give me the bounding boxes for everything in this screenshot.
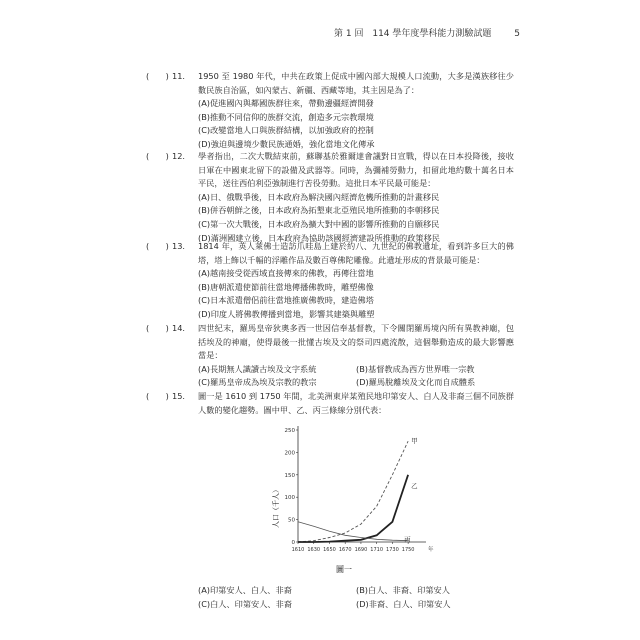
- question-11: [146, 70, 514, 152]
- page-number: 5: [514, 29, 520, 39]
- option-a: (A)印第安人、白人、非裔: [198, 585, 292, 595]
- x-tick-label: 1690: [354, 547, 368, 553]
- x-tick-label: 1750: [401, 547, 415, 553]
- question-number: 15.: [172, 391, 186, 401]
- question-stem: 圖一是 1610 到 1750 年間，北美洲東岸某殖民地印第安人、白人及非裔三個不同族群人數的變化趨勢。圖中甲、乙、丙三條線分別代表：: [198, 391, 514, 415]
- option-d: (D)羅馬脫離埃及文化而自成體系: [356, 377, 476, 388]
- answer-blank[interactable]: ( ): [146, 241, 169, 251]
- question-15: [146, 390, 514, 417]
- y-tick-label: 0: [291, 540, 295, 546]
- question-number: 12.: [172, 151, 186, 161]
- x-tick-label: 1650: [323, 547, 336, 553]
- option-b: (B)白人、非裔、印第安人: [356, 585, 450, 595]
- series-label-1: 乙: [411, 482, 418, 491]
- exam-title: 114 學年度學科能力測驗試題: [372, 29, 492, 39]
- option-b: (B)唐朝派遣使節前往當地傳播佛教時，雕塑佛像: [198, 281, 374, 292]
- y-tick-label: 250: [284, 428, 295, 434]
- series-line-2: [298, 522, 408, 541]
- option-a: (A)長期無人識讀古埃及文字系統: [198, 363, 317, 374]
- y-tick-label: 150: [284, 472, 295, 479]
- question-13: [146, 240, 514, 322]
- question-stem: 1814 年，英人萊佛士造訪爪哇島上建於約八、九世紀的佛教遺址，看到許多巨大的佛塔，塔上飾以千幅的浮雕作品及數百尊佛陀雕像。此遺址形成的背景最可能是：: [198, 241, 514, 265]
- y-tick-label: 200: [284, 450, 295, 457]
- y-tick-label: 50: [288, 517, 295, 524]
- question-number: 11.: [172, 71, 186, 81]
- options-grid: [198, 584, 514, 611]
- chart-caption: 圖一: [336, 565, 352, 574]
- answer-blank[interactable]: ( ): [146, 71, 169, 81]
- page-header: [328, 26, 520, 39]
- option-b: (B)併吞朝鮮之後，日本政府為拓墾東北亞殖民地所推動的李朝移民: [198, 205, 440, 216]
- question-15-options: [146, 584, 514, 611]
- option-c: (C)羅馬皇帝成為埃及宗教的教宗: [198, 377, 317, 388]
- option-d: (D)非裔、白人、印第安人: [356, 598, 451, 609]
- y-tick-label: 100: [284, 495, 295, 502]
- question-number: 14.: [172, 323, 186, 333]
- round-label: 第 1 回: [334, 29, 364, 39]
- question-12: [146, 150, 514, 245]
- option-a: (A)促進國內與鄰國族群往來，帶動邊疆經濟開發: [198, 98, 374, 109]
- question-number: 13.: [172, 241, 186, 251]
- option-a: (A)日、俄戰爭後，日本政府為解決國內經濟危機所推動的計畫移民: [198, 191, 440, 202]
- question-14: [146, 322, 514, 390]
- question-stem: 學者指出，二次大戰結束前，蘇聯基於雅爾達會議對日宣戰，得以在日本投降後，接收日軍在中國東北留下的設備及武器等。同時，為彌補勞動力，扣留此地約數十萬名日本平民，送往西伯利亞強制進行苦役勞動。這批日本平民最可能是：: [198, 151, 514, 189]
- x-tick-label: 1730: [386, 547, 399, 553]
- question-stem: 1950 至 1980 年代，中共在政策上促成中國內部大規模人口流動，大多是漢族移往少數民族自治區，如內蒙古、新疆、西藏等地，其主因是為了：: [198, 71, 514, 95]
- x-tick-label: 1610: [291, 547, 305, 553]
- answer-blank[interactable]: ( ): [146, 391, 169, 401]
- y-axis-label: 人口（千人）: [272, 486, 280, 528]
- option-b: (B)推動不同信仰的族群交流，創造多元宗教環境: [198, 111, 374, 122]
- option-c: (C)第一次大戰後，日本政府為擴大對中國的影響所推動的自願移民: [198, 218, 440, 229]
- option-d: (D)印度人將佛教傳播到當地，影響其建築與雕塑: [198, 308, 375, 319]
- x-tick-label: 1670: [338, 547, 352, 553]
- option-d: (D)滿洲國建立後，日本政府為協助該國經濟建設所推動的政策移民: [198, 232, 440, 243]
- series-label-0: 甲: [411, 437, 418, 446]
- option-c: (C)白人、印第安人、非裔: [198, 598, 292, 609]
- series-line-1: [298, 475, 408, 542]
- question-stem: 四世紀末，羅馬皇帝狄奧多西一世因信奉基督教，下令關閉羅馬境內所有異教神廟，包括埃及的神廟，使得最後一批懂古埃及文的祭司四處流散，這個舉動造成的最大影響應當是：: [198, 323, 514, 361]
- population-chart: [240, 418, 440, 576]
- x-tick-label: 1630: [307, 547, 321, 553]
- option-d: (D)強迫與邊境少數民族通婚，強化當地文化傳承: [198, 138, 375, 149]
- option-c: (C)日本派遣僧侶前往當地推廣佛教時，建造佛塔: [198, 295, 374, 306]
- answer-blank[interactable]: ( ): [146, 151, 169, 161]
- options-grid: [198, 363, 514, 390]
- chart-series: [298, 437, 418, 543]
- option-b: (B)基督教成為西方世界唯一宗教: [356, 363, 475, 374]
- series-label-2: 丙: [404, 535, 411, 544]
- x-tick-label: 1710: [370, 547, 384, 553]
- x-axis-label: 年: [428, 547, 434, 553]
- option-c: (C)改變當地人口與族群結構，以加強政府的控制: [198, 125, 374, 136]
- answer-blank[interactable]: ( ): [146, 323, 169, 333]
- option-a: (A)越南接受從西域直接傳來的佛教，再傳往當地: [198, 268, 374, 279]
